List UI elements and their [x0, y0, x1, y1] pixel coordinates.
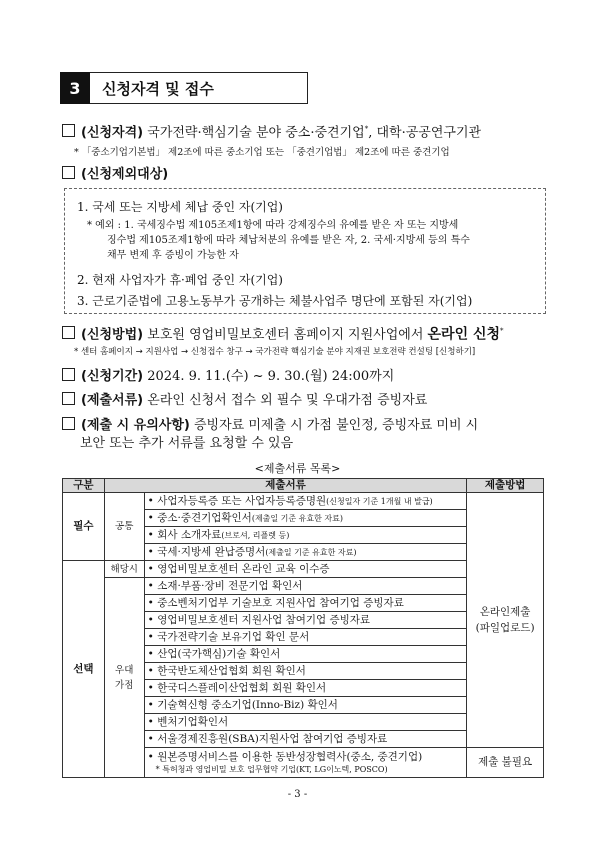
- doc-cell: • 국가전략기술 보유기업 확인 문서: [144, 629, 467, 646]
- doc-cell: [144, 544, 467, 561]
- exclusion-item-2: 2. 현재 사업자가 휴·폐업 중인 자(기업): [77, 273, 283, 287]
- period-text: 2024. 9. 11.(수) ~ 9. 30.(월) 24:00까지: [143, 369, 395, 384]
- qualification-sup: *: [364, 125, 369, 133]
- checkbox-icon: [62, 368, 75, 381]
- doc-cell: • 기술혁신형 중소기업(Inno-Biz) 확인서: [144, 697, 467, 714]
- qualification-paragraph: [62, 120, 481, 142]
- doc-main: • 원본증명서비스를 이용한 동반성장협력사(중소, 중견기업): [147, 750, 423, 763]
- subgroup-applicable: 해당시: [104, 561, 144, 578]
- section-title: 신청자격 및 접수: [90, 72, 308, 104]
- documents-text: 온라인 신청서 접수 외 필수 및 우대가점 증빙자료: [143, 393, 428, 408]
- doc-cell: [144, 493, 467, 510]
- exclusion-example-line-3: 채무 변제 후 증빙이 가능한 자: [107, 250, 239, 261]
- qualification-label: (신청자격): [81, 125, 144, 141]
- table-header-row: [63, 479, 544, 493]
- exclusion-item-3: 3. 근로기준법에 고용노동부가 공개하는 체불사업주 명단에 포함된 자(기업): [77, 294, 473, 308]
- checkbox-icon: [62, 326, 75, 339]
- method-label: (신청방법): [81, 327, 144, 343]
- header-documents: 제출서류: [104, 479, 466, 493]
- table-caption: <제출서류 목록>: [254, 462, 341, 475]
- qualification-note: * 「중소기업기본법」 제2조에 따른 중소기업 또는 「중견기업법」 제2조에 따른 중견기업: [74, 147, 450, 158]
- qualification-text-b: , 대학·공공연구기관: [368, 125, 482, 141]
- checkbox-icon: [62, 392, 75, 405]
- documents-table: [62, 478, 544, 778]
- doc-cell: • 서울경제진흥원(SBA)지원사업 참여기업 증빙자료: [144, 731, 467, 748]
- checkbox-icon: [62, 124, 75, 137]
- caution-text-line-2: 보안 또는 추가 서류를 요청할 수 있음: [80, 436, 294, 451]
- checkbox-icon: [62, 417, 75, 430]
- doc-main: • 사업자등록증 또는 사업자등록증명원: [147, 494, 327, 507]
- doc-subnote: * 특허청과 영업비밀 보호 업무협약 기업(KT, LG이노텍, POSCO): [155, 764, 388, 774]
- section-number: 3: [60, 72, 90, 104]
- header-category: 구분: [63, 479, 105, 493]
- doc-cell: • 영업비밀보호센터 온라인 교육 이수증: [144, 561, 467, 578]
- qualification-text-a: 국가전략·핵심기술 분야 중소·중견기업: [143, 125, 365, 141]
- exclusion-item-1: 1. 국세 또는 지방세 체납 중인 자(기업): [77, 200, 283, 214]
- documents-paragraph: [62, 392, 427, 410]
- doc-cell: • 한국반도체산업협회 회원 확인서: [144, 663, 467, 680]
- header-method: 제출방법: [467, 479, 544, 493]
- documents-label: (제출서류): [81, 393, 144, 408]
- checkbox-icon: [62, 166, 75, 179]
- method-sup: *: [500, 327, 504, 335]
- exclusion-heading: [62, 166, 168, 184]
- exclusion-example-line-1: * 예외 : 1. 국세징수법 제105조제1항에 따라 강제징수의 유예를 받은 자 또는 지방세: [87, 220, 459, 231]
- exclusion-box: [64, 188, 546, 314]
- doc-cell: • 벤처기업확인서: [144, 714, 467, 731]
- doc-cell: [144, 527, 467, 544]
- caution-label: (제출 시 유의사항): [81, 418, 190, 433]
- caution-text-line-1: 증빙자료 미제출 시 가점 불인정, 증빙자료 미비 시: [189, 418, 479, 433]
- method-none: 제출 불필요: [467, 748, 544, 778]
- doc-small: (제출일 기준 유효한 자료): [265, 547, 357, 557]
- doc-cell: [144, 510, 467, 527]
- doc-cell: • 한국디스플레이산업협회 회원 확인서: [144, 680, 467, 697]
- doc-small: (브로셔, 리플렛 등): [221, 530, 290, 540]
- period-label: (신청기간): [81, 369, 144, 384]
- doc-cell: • 중소벤처기업부 기술보호 지원사업 참여기업 증빙자료: [144, 595, 467, 612]
- doc-small: (신청일자 기준 1개월 내 발급): [326, 496, 433, 506]
- caution-paragraph: [62, 417, 478, 435]
- doc-main: • 국세·지방세 완납증명서: [147, 545, 266, 558]
- doc-cell: [144, 748, 467, 778]
- period-paragraph: [62, 368, 394, 386]
- doc-cell: • 영업비밀보호센터 지원사업 참여기업 증빙자료: [144, 612, 467, 629]
- exclusion-example-line-2: 징수법 제105조제1항에 따라 체납처분의 유예를 받은 자, 2. 국세·지방세 등의 특수: [107, 235, 470, 246]
- group-optional: 선택: [63, 561, 105, 778]
- exclusion-label: (신청제외대상): [81, 167, 169, 182]
- doc-small: (제출일 기준 유효한 자료): [251, 513, 343, 523]
- doc-main: • 회사 소개자료: [147, 528, 222, 541]
- method-text: 보호원 영업비밀보호센터 홈페이지 지원사업에서: [143, 327, 428, 343]
- group-required: 필수: [63, 493, 105, 561]
- method-online: 온라인제출 (파일업로드): [467, 493, 544, 748]
- subgroup-bonus: 우대 가점: [104, 578, 144, 778]
- method-paragraph: [62, 322, 504, 344]
- section-header: [60, 72, 308, 104]
- doc-main: • 중소·중견기업확인서: [147, 511, 252, 524]
- method-note: * 센터 홈페이지 → 지원사업 → 신청접수 창구 → 국가전략 핵심기술 분야 지재권 보호전략 컨설팅 [신청하기]: [74, 347, 476, 357]
- doc-cell: • 산업(국가핵심)기술 확인서: [144, 646, 467, 663]
- doc-cell: • 소재·부품·장비 전문기업 확인서: [144, 578, 467, 595]
- method-emphasis: 온라인 신청: [427, 326, 501, 343]
- page-number: - 3 -: [287, 789, 308, 800]
- table-row: [63, 493, 544, 510]
- subgroup-common: 공통: [104, 493, 144, 561]
